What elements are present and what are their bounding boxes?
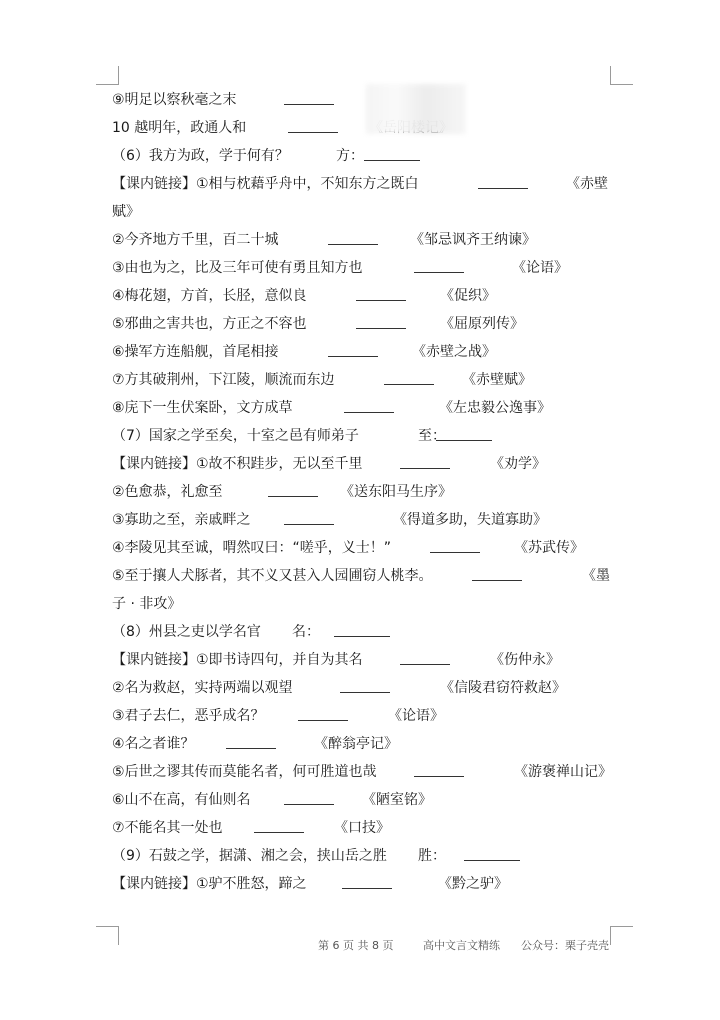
source-title: 《信陵君窃符救赵》 (440, 680, 566, 696)
source-title: 《论语》 (388, 708, 444, 724)
answer-blank[interactable] (356, 284, 406, 301)
answer-blank[interactable] (400, 452, 450, 469)
exercise-line (112, 648, 612, 672)
exercise-line (112, 760, 612, 784)
exercise-line (112, 228, 612, 252)
answer-blank[interactable] (414, 760, 464, 777)
crop-mark-bottom-right (610, 926, 633, 945)
line-text: ⑤邪曲之害共也，方正之不容也 (112, 316, 307, 332)
answer-blank[interactable] (288, 116, 338, 133)
exercise-line (112, 508, 612, 532)
exercise-line (112, 816, 612, 840)
keyword-label: 名： (292, 624, 320, 640)
exercise-line (112, 144, 612, 168)
exercise-line (112, 480, 612, 504)
answer-blank[interactable] (254, 816, 304, 833)
source-title: 《赤壁之战》 (412, 344, 496, 360)
line-text: ②名为救赵，实持两端以观望 (112, 680, 293, 696)
line-text: ⑦方其破荆州，下江陵，顺流而东边 (112, 372, 335, 388)
source-title: 《伤仲永》 (490, 652, 560, 668)
line-text: ②色愈恭，礼愈至 (112, 484, 223, 500)
line-text: ③寡助之至，亲戚畔之 (112, 512, 251, 528)
line-text: ⑧庑下一生伏案卧，文方成草 (112, 400, 293, 416)
exercise-line (112, 676, 612, 700)
exercise-line (112, 788, 612, 812)
answer-blank[interactable] (430, 536, 480, 553)
line-text: ③由也为之，比及三年可使有勇且知方也 (112, 260, 363, 276)
line-text: 【课内链接】①相与枕藉乎舟中，不知东方之既白 (112, 176, 419, 192)
exercise-line (112, 424, 612, 448)
watermark-smudge (366, 84, 466, 134)
source-title: 《陋室铭》 (362, 792, 432, 808)
source-title: 《赤壁 (566, 176, 608, 192)
answer-blank[interactable] (328, 228, 378, 245)
line-text: （9）石鼓之学，据潇、湘之会，挟山岳之胜 (112, 848, 387, 864)
line-text: ②今齐地方千里，百二十城 (112, 232, 279, 248)
answer-blank[interactable] (334, 620, 390, 637)
exercise-line (112, 620, 612, 644)
line-text: （6）我方为政，学于何有？ (112, 148, 289, 164)
line-text: ⑨明足以察秋毫之末 (112, 92, 237, 108)
line-text: 【课内链接】①即书诗四句，并自为其名 (112, 652, 363, 668)
crop-mark-bottom-left (96, 926, 119, 945)
exercise-line (112, 732, 612, 756)
crop-mark-top-left (96, 66, 119, 85)
answer-blank[interactable] (464, 844, 520, 861)
exercise-line (112, 844, 612, 868)
exercise-line (112, 172, 612, 196)
line-text: 10 越明年，政通人和 (112, 120, 247, 136)
exercise-line (112, 116, 612, 140)
source-title: 《左忠毅公逸事》 (439, 400, 551, 416)
line-text: ④名之者谁？ (112, 736, 195, 752)
source-title: 《墨 (582, 568, 610, 584)
exercise-line (112, 340, 612, 364)
footer-doc-title: 高中文言文精练 (423, 939, 500, 952)
source-title: 《游褒禅山记》 (514, 764, 612, 780)
exercise-line (112, 452, 612, 476)
source-title: 《黔之驴》 (438, 876, 508, 892)
source-title: 《赤壁赋》 (462, 372, 532, 388)
answer-blank[interactable] (384, 368, 434, 385)
answer-blank[interactable] (268, 480, 318, 497)
answer-blank[interactable] (436, 424, 492, 441)
answer-blank[interactable] (364, 144, 420, 161)
source-title: 《口技》 (334, 820, 390, 836)
source-title: 《屈原列传》 (440, 316, 524, 332)
line-text: ⑤至于攘人犬豚者，其不义又甚入人园圃窃人桃李。 (112, 568, 433, 584)
answer-blank[interactable] (478, 172, 528, 189)
answer-blank[interactable] (400, 648, 450, 665)
line-text: ④梅花翅，方首，长胫，意似良 (112, 288, 307, 304)
line-text: （7）国家之学至矣，十室之邑有师弟子 (112, 428, 359, 444)
keyword-label: 方： (336, 148, 364, 164)
source-title: 《促织》 (440, 288, 496, 304)
line-text: （8）州县之吏以学名官 (112, 624, 261, 640)
source-title: 《邹忌讽齐王纳谏》 (410, 232, 536, 248)
exercise-line (112, 368, 612, 392)
line-text: ⑦不能名其一处也 (112, 820, 223, 836)
answer-blank[interactable] (284, 788, 334, 805)
line-text: ③君子去仁，恶乎成名？ (112, 708, 265, 724)
answer-blank[interactable] (414, 256, 464, 273)
exercise-line (112, 200, 612, 224)
answer-blank[interactable] (472, 564, 522, 581)
exercise-line (112, 592, 612, 616)
exercise-line (112, 256, 612, 280)
keyword-label: 胜： (418, 848, 446, 864)
answer-blank[interactable] (356, 312, 406, 329)
exercise-line (112, 312, 612, 336)
source-title: 《劝学》 (490, 456, 546, 472)
footer-page-info: 第 6 页 共 8 页 (318, 939, 394, 952)
answer-blank[interactable] (226, 732, 276, 749)
exercise-line (112, 872, 612, 896)
source-title: 《得道多助，失道寡助》 (393, 512, 547, 528)
source-title: 《苏武传》 (514, 540, 584, 556)
source-title: 《醉翁亭记》 (314, 736, 398, 752)
answer-blank[interactable] (328, 340, 378, 357)
line-text: 赋》 (112, 204, 140, 220)
answer-blank[interactable] (340, 676, 390, 693)
exercise-line (112, 88, 612, 112)
answer-blank[interactable] (284, 88, 334, 105)
exercise-line (112, 396, 612, 420)
answer-blank[interactable] (298, 704, 348, 721)
exercise-line (112, 704, 612, 728)
line-text: ⑤后世之谬其传而莫能名者，何可胜道也哉 (112, 764, 377, 780)
keyword-label: 至： (418, 428, 446, 444)
line-text: 【课内链接】①驴不胜怒，蹄之 (112, 876, 307, 892)
line-text: 【课内链接】①故不积跬步，无以至千里 (112, 456, 363, 472)
answer-blank[interactable] (344, 396, 394, 413)
exercise-line (112, 564, 612, 588)
source-title: 《论语》 (512, 260, 568, 276)
line-text: 子 · 非攻》 (112, 596, 182, 612)
footer-account: 公众号：栗子壳壳 (521, 939, 609, 952)
answer-blank[interactable] (342, 872, 392, 889)
line-text: ④李陵见其至诚，喟然叹曰：“嗟乎，义士！” (112, 540, 392, 556)
exercise-line (112, 284, 612, 308)
answer-blank[interactable] (284, 508, 334, 525)
source-title: 《送东阳马生序》 (340, 484, 452, 500)
line-text: ⑥山不在高，有仙则名 (112, 792, 251, 808)
line-text: ⑥操军方连船舰，首尾相接 (112, 344, 279, 360)
exercise-line (112, 536, 612, 560)
crop-mark-top-right (610, 66, 633, 85)
